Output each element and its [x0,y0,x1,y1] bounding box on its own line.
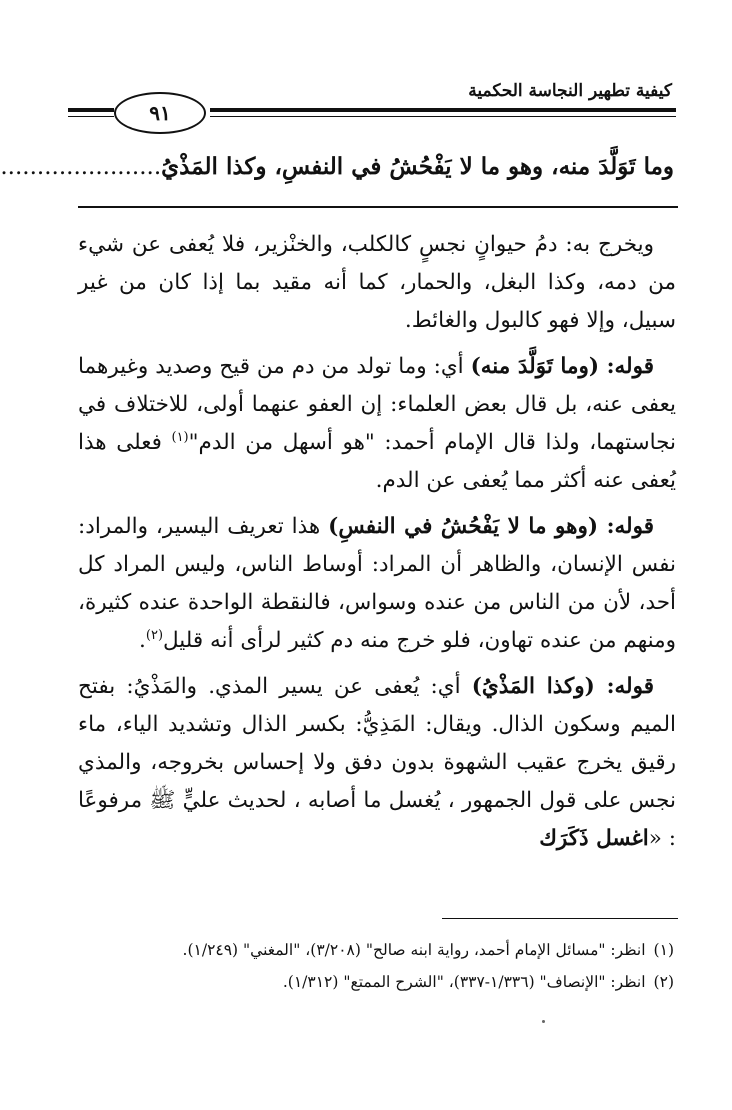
paragraph-3 [78,508,676,660]
footnote-separator-rule [442,918,678,919]
scan-speck [542,1020,545,1023]
footnote-ref-2: (٢) [145,627,164,643]
footnote-1 [80,934,674,966]
header-rule-right-thin [210,116,676,117]
paragraph-2 [78,348,676,500]
header-rule-right-thick [210,108,676,112]
paragraph-4-tail: اغسل ذَكَرَك [539,826,649,851]
paragraph-4 [78,668,676,858]
page-number-oval [114,92,206,134]
header-rule-left-thin [68,116,114,117]
footnotes [80,934,674,998]
paragraph-3-tail: . [139,628,146,653]
footnote-ref-1: (١) [171,429,189,445]
matn-text: وما تَوَلَّدَ منه، وهو ما لا يَفْحُشُ في النفسِ، وكذا المَذْيُ [161,153,674,180]
footnote-2-number: (٢) [653,973,674,991]
matn-line [0,150,674,184]
paragraph-1-text: ويخرج به: دمُ حيوانٍ نجسٍ كالكلب، والخنْزير، فلا يُعفى عن شيء من دمه، وكذا البغل، والحمار، كما أنه مقيد بما إذا كان من غير سبيل، وإلا فهو كالبول والغائط. [78,232,676,333]
matn-dots: ...................... [0,154,162,180]
paragraph-2-tail: فعلى هذا يُعفى عنه أكثر مما يُعفى عن الدم. [78,430,676,493]
running-header-title: كيفية تطهير النجاسة الحكمية [468,81,672,101]
paragraph-2-lead: قوله: (وما تَوَلَّدَ منه) [470,354,654,379]
page-number: ٩١ [149,101,171,125]
paragraph-4-lead: قوله: (وكذا المَذْيُ) [471,674,654,699]
paragraph-3-text: هذا تعريف اليسير، والمراد: نفس الإنسان، والظاهر أن المراد: أوساط الناس، وليس المراد كل أحد، لأن من الناس من عنده وسواس، فالنقطة الواحدة عنده كثيرة، ومنهم من عنده تهاون، فلو خرج منه دم كثير لرأى أنه قليل [78,514,676,653]
footnote-1-text: انظر: "مسائل الإمام أحمد، رواية ابنه صالح" (٣/٢٠٨)، "المغني" (١/٢٤٩). [182,941,646,959]
footnote-2 [80,966,674,998]
paragraph-2-text: أي: وما تولد من دم من قيح وصديد وغيرهما يعفى عنه، بل قال بعض العلماء: إن العفو عنهما أولى، للاختلاف في نجاستهما، ولذا قال الإمام أحمد: "هو أسهل من الدم" [78,354,677,455]
header-rule-left-thick [68,108,114,112]
paragraph-1 [78,226,676,340]
commentary-body [78,226,676,866]
paragraph-4-text: أي: يُعفى عن يسير المذي. والمَذْيُ: بفتح الميم وسكون الذال. ويقال: المَذِيُّ: بكسر الذال وتشديد الياء، ماء رقيق يخرج عقيب الشهوة بدون دفق ولا إحساس بخروجه، والمذي نجس على قول الجمهور ، يُغسل ما أصابه ، لحديث عليٍّ ﷺ مرفوعًا : « [78,674,676,851]
paragraph-3-lead: قوله: (وهو ما لا يَفْحُشُ في النفسِ) [328,514,654,539]
footnote-1-number: (١) [653,941,674,959]
footnote-2-text: انظر: "الإنصاف" (١/٣٣٦-٣٣٧)، "الشرح الممتع" (١/٣١٢). [282,973,646,991]
matn-separator-rule [78,206,678,208]
